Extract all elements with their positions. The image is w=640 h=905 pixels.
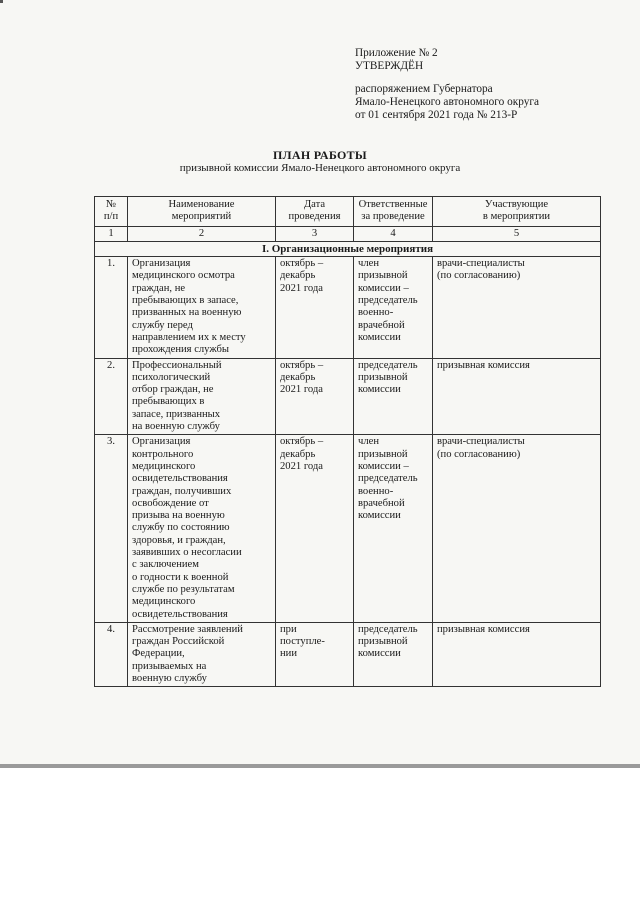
date-cell-line: декабрь xyxy=(280,371,316,383)
col-number-cell: 5 xyxy=(433,226,601,241)
event-name-cell-line: медицинского xyxy=(132,596,196,608)
responsible-cell-line: призывной xyxy=(358,270,408,282)
responsible-cell-line: призывной xyxy=(358,371,408,383)
participants-cell-line: врачи-специалисты xyxy=(437,436,525,448)
event-name-cell-line: службе по результатам xyxy=(132,583,235,595)
responsible-cell-line: военно- xyxy=(358,307,394,319)
section-title: I. Организационные мероприятия xyxy=(95,241,601,256)
event-name-cell xyxy=(128,622,276,686)
date-cell xyxy=(276,622,354,686)
header-date: Дата проведения xyxy=(276,197,354,227)
event-name-cell-line: пребывающих в xyxy=(132,396,205,408)
date-cell-line: октябрь – xyxy=(280,436,324,448)
event-name-cell-line: пребывающих в запасе, xyxy=(132,295,239,307)
date-cell-line: 2021 года xyxy=(280,384,324,396)
appendix-label: Приложение № 2 xyxy=(355,47,438,59)
event-name-cell-line: призываемых на xyxy=(132,660,207,672)
date-cell-line: поступле- xyxy=(280,636,325,648)
event-name-cell-line: здоровья, и граждан, xyxy=(132,534,226,546)
document-title: ПЛАН РАБОТЫ xyxy=(272,148,367,162)
col-number-cell: 3 xyxy=(276,226,354,241)
participants-cell xyxy=(433,435,601,622)
section-row xyxy=(95,241,601,256)
event-name-cell-line: освидетельствования xyxy=(132,608,228,620)
responsible-cell-line: председатель xyxy=(358,623,418,635)
date-cell-line: 2021 года xyxy=(280,282,324,294)
responsible-cell-line: комиссии – xyxy=(358,282,409,294)
date-cell xyxy=(276,435,354,622)
participants-cell xyxy=(433,622,601,686)
event-name-cell xyxy=(128,257,276,358)
event-name-cell-line: освидетельствования xyxy=(132,473,228,485)
date-cell-line: декабрь xyxy=(280,270,316,282)
event-name-cell-line: призыва на военную xyxy=(132,510,225,522)
date-cell xyxy=(276,358,354,435)
event-name-cell-line: Федерации, xyxy=(132,648,185,660)
event-name-cell-line: медицинского xyxy=(132,460,196,472)
date-cell-line: декабрь xyxy=(280,448,316,460)
responsible-cell xyxy=(354,358,433,435)
table-row xyxy=(95,257,601,358)
order-line-2: Ямало-Ненецкого автономного округа xyxy=(355,96,540,108)
event-name-cell-line: граждан, получивших xyxy=(132,485,232,497)
header-number: № п/п xyxy=(95,197,128,227)
event-name-cell-line: Профессиональный xyxy=(132,359,222,371)
event-name-cell-line: направлением их к месту xyxy=(132,331,246,343)
responsible-cell-line: член xyxy=(358,258,379,270)
responsible-cell xyxy=(354,622,433,686)
row-number: 1. xyxy=(95,257,128,358)
responsible-cell-line: призывной xyxy=(358,636,408,648)
event-name-cell-line: военную службу xyxy=(132,672,207,684)
scan-corner-mark xyxy=(0,0,3,3)
event-name-cell-line: службу по состоянию xyxy=(132,522,230,534)
table-row xyxy=(95,622,601,686)
approved-label: УТВЕРЖДЁН xyxy=(355,60,424,72)
responsible-cell-line: комиссии xyxy=(358,648,401,660)
col-number-cell: 4 xyxy=(354,226,433,241)
event-name-cell-line: запасе, призванных xyxy=(132,408,221,420)
date-cell-line: октябрь – xyxy=(280,258,324,270)
event-name-cell xyxy=(128,358,276,435)
participants-cell-line: призывная комиссия xyxy=(437,623,530,635)
work-plan-table xyxy=(94,196,601,687)
table-row xyxy=(95,358,601,435)
responsible-cell-line: врачебной xyxy=(358,319,405,331)
event-name-cell-line: на военную службу xyxy=(132,421,220,433)
event-name-cell-line: Организация xyxy=(132,258,191,270)
participants-cell xyxy=(433,358,601,435)
responsible-cell xyxy=(354,435,433,622)
table-row xyxy=(95,435,601,622)
date-cell-line: октябрь – xyxy=(280,359,324,371)
header-row xyxy=(95,197,601,227)
order-line-1: распоряжением Губернатора xyxy=(355,83,493,95)
event-name-cell-line: заявивших о несогласии xyxy=(132,547,242,559)
order-line-3: от 01 сентября 2021 года № 213-Р xyxy=(355,109,518,121)
event-name-cell-line: психологический xyxy=(132,371,211,383)
scan-bottom-edge xyxy=(0,764,640,768)
event-name-cell-line: Организация xyxy=(132,436,191,448)
event-name-cell-line: службу перед xyxy=(132,319,193,331)
participants-cell-line: призывная комиссия xyxy=(437,359,530,371)
responsible-cell xyxy=(354,257,433,358)
event-name-cell-line: прохождения службы xyxy=(132,344,230,356)
header-event-name: Наименование мероприятий xyxy=(128,197,276,227)
responsible-cell-line: врачебной xyxy=(358,497,405,509)
document-subtitle: призывной комиссии Ямало-Ненецкого автономного округа xyxy=(179,162,461,174)
header-participants: Участвующие в мероприятии xyxy=(433,197,601,227)
event-name-cell xyxy=(128,435,276,622)
header-responsible: Ответственные за проведение xyxy=(354,197,433,227)
event-name-cell-line: медицинского осмотра xyxy=(132,270,235,282)
responsible-cell-line: член xyxy=(358,436,379,448)
date-cell-line: 2021 года xyxy=(280,460,324,472)
date-cell-line: при xyxy=(280,623,297,635)
participants-cell-line: врачи-специалисты xyxy=(437,258,525,270)
participants-cell xyxy=(433,257,601,358)
date-cell-line: нии xyxy=(280,648,298,660)
responsible-cell-line: комиссии xyxy=(358,384,401,396)
responsible-cell-line: председатель xyxy=(358,473,418,485)
event-name-cell-line: Рассмотрение заявлений xyxy=(132,623,243,635)
event-name-cell-line: призванных на военную xyxy=(132,307,242,319)
responsible-cell-line: председатель xyxy=(358,359,418,371)
approval-block xyxy=(355,47,539,122)
event-name-cell-line: с заключением xyxy=(132,559,199,571)
col-number-cell: 1 xyxy=(95,226,128,241)
participants-cell-line: (по согласованию) xyxy=(437,448,521,460)
responsible-cell-line: комиссии – xyxy=(358,460,409,472)
responsible-cell-line: комиссии xyxy=(358,510,401,522)
responsible-cell-line: военно- xyxy=(358,485,394,497)
event-name-cell-line: граждан, не xyxy=(132,282,186,294)
event-name-cell-line: контрольного xyxy=(132,448,194,460)
event-name-cell-line: отбор граждан, не xyxy=(132,384,214,396)
date-cell xyxy=(276,257,354,358)
row-number: 4. xyxy=(95,622,128,686)
event-name-cell-line: о годности к военной xyxy=(132,571,229,583)
row-number: 2. xyxy=(95,358,128,435)
event-name-cell-line: граждан Российской xyxy=(132,636,225,648)
col-number-cell: 2 xyxy=(128,226,276,241)
responsible-cell-line: комиссии xyxy=(358,331,401,343)
participants-cell-line: (по согласованию) xyxy=(437,270,521,282)
row-number: 3. xyxy=(95,435,128,622)
responsible-cell-line: председатель xyxy=(358,295,418,307)
event-name-cell-line: освобождение от xyxy=(132,497,209,509)
column-number-row xyxy=(95,226,601,241)
responsible-cell-line: призывной xyxy=(358,448,408,460)
